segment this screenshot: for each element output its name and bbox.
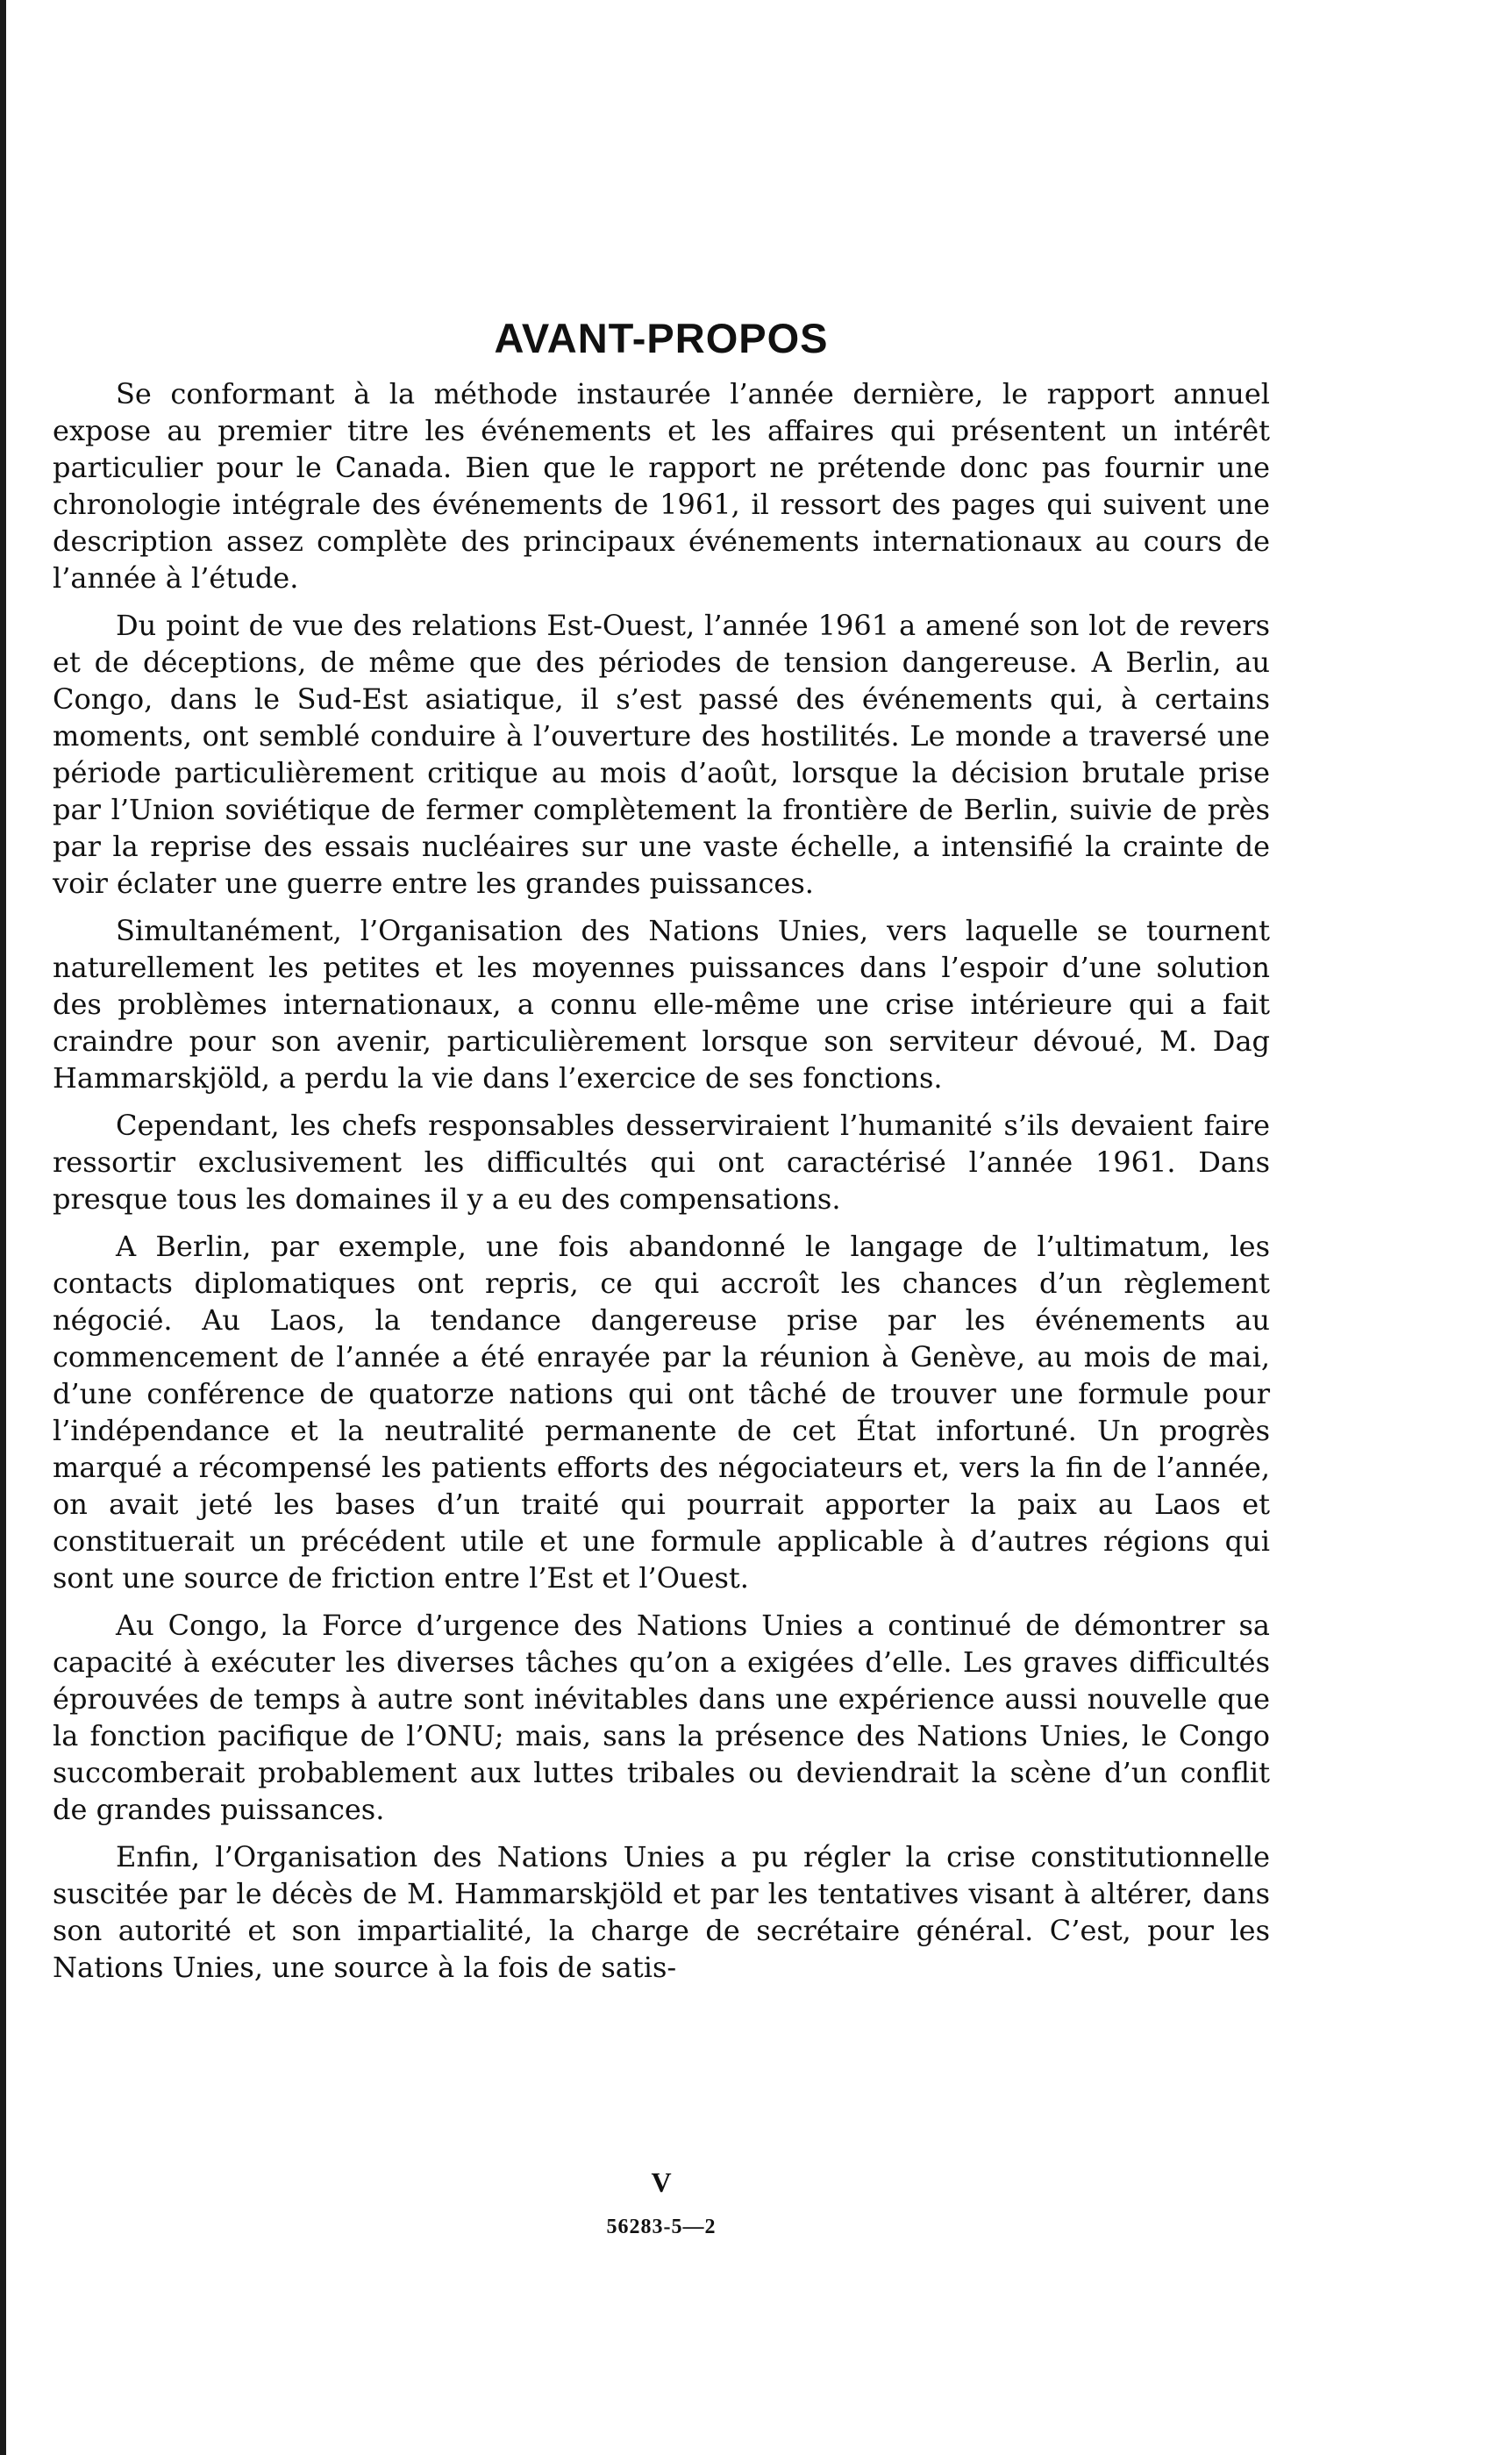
print-code: 56283-5—2: [606, 2216, 717, 2238]
paragraph-6: Au Congo, la Force d’urgence des Nations Unies a continué de démontrer sa capacité à exécuter les diverses tâches qu’on a exigées d’elle. Les graves difficultés éprouvées de temps à autre sont inévitables dans une expérience aussi nouvelle que la fonction pacifique de l’ONU; mais, sans la présence des Nations Unies, le Congo succomberait probablement aux luttes tribales ou deviendrait la scène d’un conflit de grandes puissances.: [53, 1608, 1270, 1826]
paragraph-3: Simultanément, l’Organisation des Nations Unies, vers laquelle se tournent naturellement les petites et les moyennes puissances dans l’espoir d’une solution des problèmes internationaux, a connu elle-même une crise intérieure qui a fait craindre pour son avenir, particulièrement lorsque son serviteur dévoué, M. Dag Hammarskjöld, a perdu la vie dans l’exercice de ses fonctions.: [53, 913, 1270, 1095]
document-page: [53, 316, 1270, 1986]
paragraph-5: A Berlin, par exemple, une fois abandonné le langage de l’ultimatum, les contacts diplomatiques ont repris, ce qui accroît les chances d’un règlement négocié. Au Laos, la tendance dangereuse prise par les événements au commencement de l’année a été enrayée par la réunion à Genève, au mois de mai, d’une conférence de quatorze nations qui ont tâché de trouver une formule pour l’indépendance et la neutralité permanente de cet État infortuné. Un progrès marqué a récompensé les patients efforts des négociateurs et, vers la fin de l’année, on avait jeté les bases d’un traité qui pourrait apporter la paix au Laos et constituerait un précédent utile et une formule applicable à d’autres régions qui sont une source de friction entre l’Est et l’Ouest.: [53, 1229, 1270, 1595]
binding-edge-rule: [0, 0, 6, 2455]
paragraph-2: Du point de vue des relations Est-Ouest, l’année 1961 a amené son lot de revers et de déceptions, de même que des périodes de tension dangereuse. A Berlin, au Congo, dans le Sud-Est asiatique, il s’est passé des événements qui, à certains moments, ont semblé conduire à l’ouverture des hostilités. Le monde a traversé une période particulièrement critique au mois d’août, lorsque la décision brutale prise par l’Union soviétique de fermer complètement la frontière de Berlin, suivie de près par la reprise des essais nucléaires sur une vaste échelle, a intensifié la crainte de voir éclater une guerre entre les grandes puissances.: [53, 608, 1270, 900]
page-number: V: [651, 2166, 672, 2198]
page-title: AVANT-PROPOS: [494, 315, 829, 361]
paragraph-4: Cependant, les chefs responsables desserviraient l’humanité s’ils devaient faire ressortir exclusivement les difficultés qui ont caractérisé l’année 1961. Dans presque tous les domaines il y a eu des compensations.: [53, 1108, 1270, 1216]
paragraph-7: Enfin, l’Organisation des Nations Unies a pu régler la crise constitutionnelle suscitée par le décès de M. Hammarskjöld et par les tentatives visant à altérer, dans son autorité et son impartialité, la charge de secrétaire général. C’est, pour les Nations Unies, une source à la fois de satis-: [53, 1839, 1270, 1984]
paragraph-1: Se conformant à la méthode instaurée l’année dernière, le rapport annuel expose au premier titre les événements et les affaires qui présentent un intérêt particulier pour le Canada. Bien que le rapport ne prétende donc pas fournir une chronologie intégrale des événements de 1961, il ressort des pages qui suivent une description assez complète des principaux événements internationaux au cours de l’année à l’étude.: [53, 376, 1270, 595]
